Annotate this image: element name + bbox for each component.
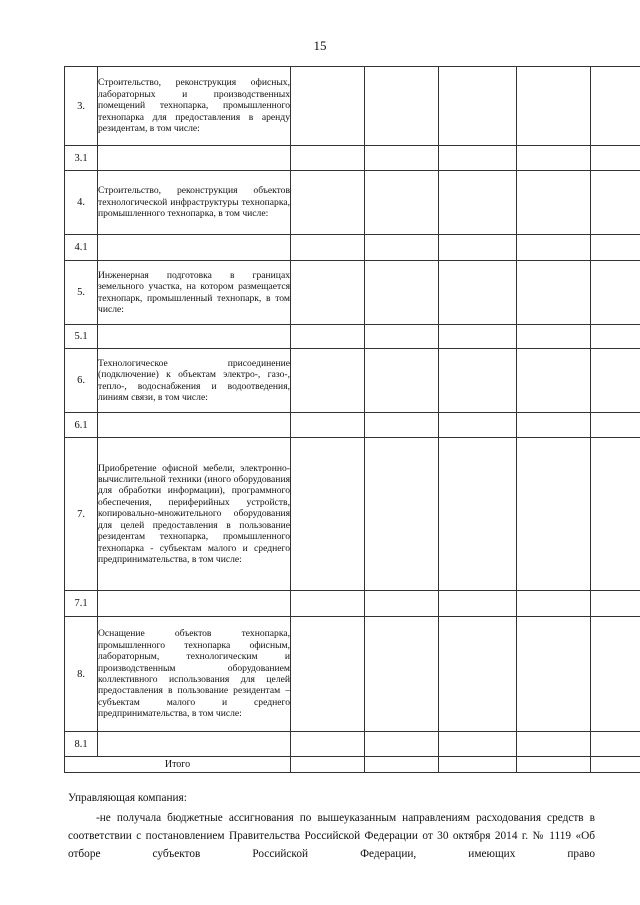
row-description <box>98 235 291 261</box>
table-cell <box>291 617 365 732</box>
table-cell <box>291 261 365 325</box>
table-row <box>65 67 640 146</box>
table-cell <box>365 235 439 261</box>
table-row <box>65 438 640 591</box>
row-description <box>98 413 291 438</box>
row-description: Оснащение объектов технопарка, промышленного технопарка офисным, лабораторным, технологическим и производственным оборудованием коллективного использования для целей предоставления в пользование резидентам – субъектам малого и среднего предпринимательства, в том числе: <box>98 617 291 732</box>
row-number: 4.1 <box>65 235 98 261</box>
table-cell <box>517 757 591 773</box>
paragraph-indent <box>68 812 96 824</box>
table-cell <box>591 757 640 773</box>
table-cell <box>365 349 439 413</box>
row-number: 3. <box>65 67 98 146</box>
table-cell <box>517 146 591 171</box>
table-cell <box>365 591 439 617</box>
table-cell <box>365 67 439 146</box>
table-cell <box>517 732 591 757</box>
table-cell <box>517 617 591 732</box>
row-number: 7. <box>65 438 98 591</box>
row-number: 8.1 <box>65 732 98 757</box>
table-cell <box>591 325 640 349</box>
body-paragraph <box>68 809 595 863</box>
row-description <box>98 325 291 349</box>
table-cell <box>365 171 439 235</box>
table-row <box>65 349 640 413</box>
row-number: 5. <box>65 261 98 325</box>
table-cell <box>365 617 439 732</box>
table-cell <box>291 757 365 773</box>
table-row <box>65 591 640 617</box>
table-cell <box>291 732 365 757</box>
table-cell <box>439 349 517 413</box>
paragraph-text: -не получала бюджетные ассигнования по вышеуказанным направлениям расходования средств в соответствии с постановлением Правительства Российской Федерации от 30 октября 2014 г. № 1119 «Об отборе субъектов Российской Федерации, имеющих право <box>68 812 595 860</box>
row-description: Инженерная подготовка в границах земельного участка, на котором размещается технопарк, промышленный технопарк, в том числе: <box>98 261 291 325</box>
total-row <box>65 757 640 773</box>
table-cell <box>439 438 517 591</box>
table-cell <box>591 413 640 438</box>
table-cell <box>517 261 591 325</box>
row-description <box>98 591 291 617</box>
table-cell <box>517 235 591 261</box>
table-cell <box>365 261 439 325</box>
table-cell <box>591 617 640 732</box>
row-number: 3.1 <box>65 146 98 171</box>
table-cell <box>291 349 365 413</box>
table-cell <box>591 146 640 171</box>
table-row <box>65 413 640 438</box>
table-row <box>65 325 640 349</box>
row-description: Технологическое присоединение (подключение) к объектам электро-, газо-, тепло-, водоснабжения и водоотведения, линиям связи, в том числе: <box>98 349 291 413</box>
table-cell <box>439 171 517 235</box>
table-cell <box>439 413 517 438</box>
row-number: 6.1 <box>65 413 98 438</box>
table-cell <box>439 325 517 349</box>
table-cell <box>365 438 439 591</box>
row-number: 8. <box>65 617 98 732</box>
table-cell <box>591 591 640 617</box>
row-description: Строительство, реконструкция объектов технологической инфраструктуры технопарка, промышленного технопарка, в том числе: <box>98 171 291 235</box>
table-cell <box>439 617 517 732</box>
table-cell <box>591 171 640 235</box>
table-cell <box>291 67 365 146</box>
table-cell <box>439 261 517 325</box>
table-cell <box>365 413 439 438</box>
table-cell <box>291 413 365 438</box>
table-cell <box>291 438 365 591</box>
row-description <box>98 732 291 757</box>
table-cell <box>439 235 517 261</box>
table-row <box>65 235 640 261</box>
table-cell <box>439 146 517 171</box>
table-cell <box>517 413 591 438</box>
company-label: Управляющая компания: <box>68 792 187 804</box>
table-cell <box>591 235 640 261</box>
table-cell <box>517 171 591 235</box>
page-number: 15 <box>313 38 327 53</box>
table-cell <box>591 261 640 325</box>
row-description: Строительство, реконструкция офисных, лабораторных и производственных помещений технопарка, промышленного технопарка для предоставления в аренду резидентам, в том числе: <box>98 67 291 146</box>
table-cell <box>291 235 365 261</box>
table-cell <box>365 146 439 171</box>
table-row <box>65 617 640 732</box>
row-number: 5.1 <box>65 325 98 349</box>
table-cell <box>517 325 591 349</box>
total-label: Итого <box>65 757 291 773</box>
table-cell <box>365 325 439 349</box>
table-cell <box>591 67 640 146</box>
table-cell <box>591 349 640 413</box>
table-cell <box>291 591 365 617</box>
table-cell <box>517 591 591 617</box>
row-number: 7.1 <box>65 591 98 617</box>
table-cell <box>591 732 640 757</box>
table-cell <box>439 67 517 146</box>
table-cell <box>517 438 591 591</box>
table-cell <box>365 732 439 757</box>
table-cell <box>591 438 640 591</box>
row-number: 6. <box>65 349 98 413</box>
table-cell <box>291 171 365 235</box>
table-cell <box>439 732 517 757</box>
table-row <box>65 732 640 757</box>
table-cell <box>439 757 517 773</box>
table-cell <box>517 349 591 413</box>
table-row <box>65 146 640 171</box>
table-row <box>65 171 640 235</box>
table-row <box>65 261 640 325</box>
expenditure-table <box>64 66 640 773</box>
table-cell <box>291 146 365 171</box>
table-cell <box>291 325 365 349</box>
row-number: 4. <box>65 171 98 235</box>
table-cell <box>517 67 591 146</box>
row-description: Приобретение офисной мебели, электронно-вычислительной техники (иного оборудования для обработки информации), программного обеспечения, периферийных устройств, копировально-множительного оборудования для целей предоставления в пользование резидентам технопарка, промышленного технопарка - субъектам малого и среднего предпринимательства, в том числе: <box>98 438 291 591</box>
table-cell <box>439 591 517 617</box>
row-description <box>98 146 291 171</box>
table-cell <box>365 757 439 773</box>
